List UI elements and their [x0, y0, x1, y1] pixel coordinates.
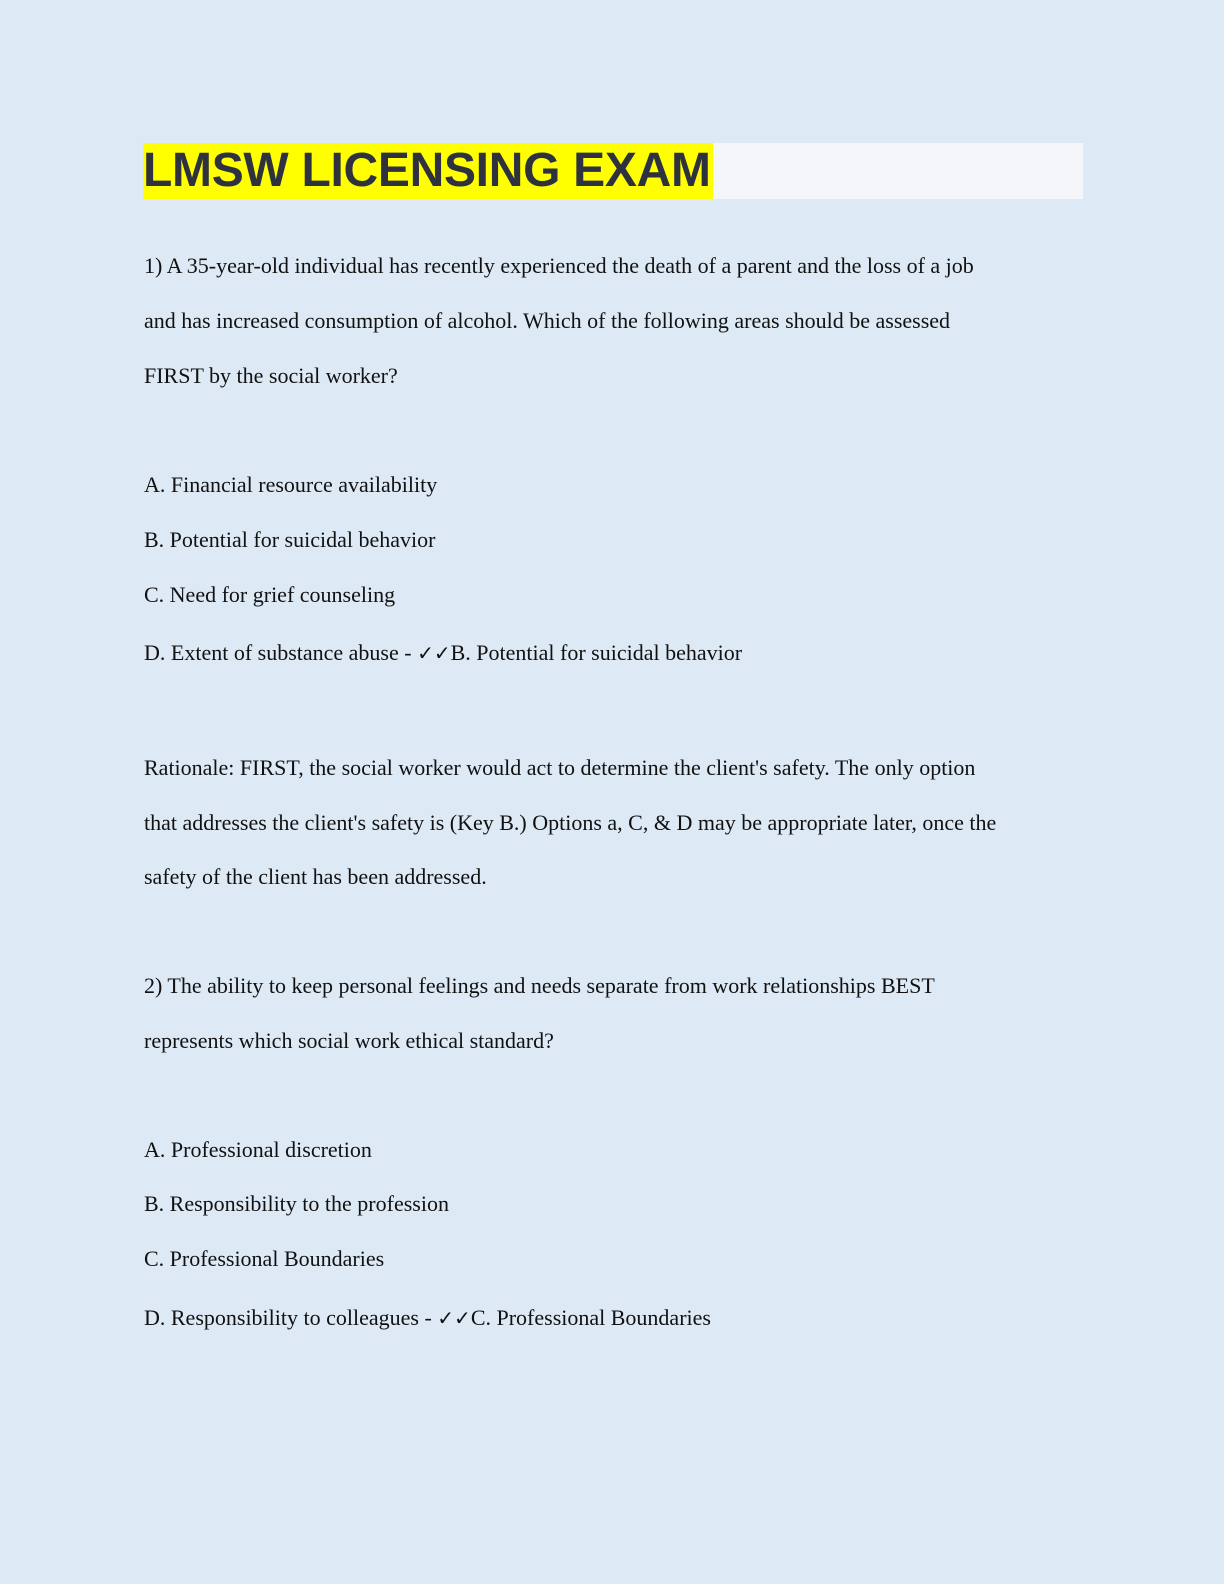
question-2-option-a: A. Professional discretion [144, 1137, 372, 1162]
answer-text: B. Potential for suicidal behavior [450, 640, 743, 665]
double-check-icon: ✓✓ [437, 1306, 471, 1330]
document-title: LMSW LICENSING EXAM [143, 144, 711, 197]
option-d-text: D. Responsibility to colleagues - [144, 1305, 438, 1330]
question-1-stem-line: 1) A 35-year-old individual has recently experienced the death of a parent and the loss of a job [144, 253, 974, 278]
question-2-option-c: C. Professional Boundaries [144, 1246, 385, 1271]
question-1-option-b: B. Potential for suicidal behavior [144, 527, 436, 552]
question-2-option-b: B. Responsibility to the profession [144, 1191, 449, 1216]
rationale-line: Rationale: FIRST, the social worker would act to determine the client's safety. The only option [144, 755, 976, 780]
question-1-option-a: A. Financial resource availability [144, 472, 438, 497]
question-1-option-c: C. Need for grief counseling [144, 582, 396, 607]
option-d-text: D. Extent of substance abuse - [144, 640, 418, 665]
question-2-option-d [144, 1305, 711, 1331]
question-2-stem-line: represents which social work ethical standard? [144, 1028, 554, 1053]
question-1-option-d [144, 640, 742, 666]
question-1-stem-line: FIRST by the social worker? [144, 363, 398, 388]
double-check-icon: ✓✓ [417, 641, 451, 665]
question-2-stem-line: 2) The ability to keep personal feelings and needs separate from work relationships BEST [144, 973, 935, 998]
answer-text: C. Professional Boundaries [470, 1305, 711, 1330]
rationale-line: that addresses the client's safety is (Key B.) Options a, C, & D may be appropriate later, once the [144, 810, 997, 835]
rationale-line: safety of the client has been addressed. [144, 864, 487, 889]
question-1-stem-line: and has increased consumption of alcohol. Which of the following areas should be assessed [144, 308, 951, 333]
